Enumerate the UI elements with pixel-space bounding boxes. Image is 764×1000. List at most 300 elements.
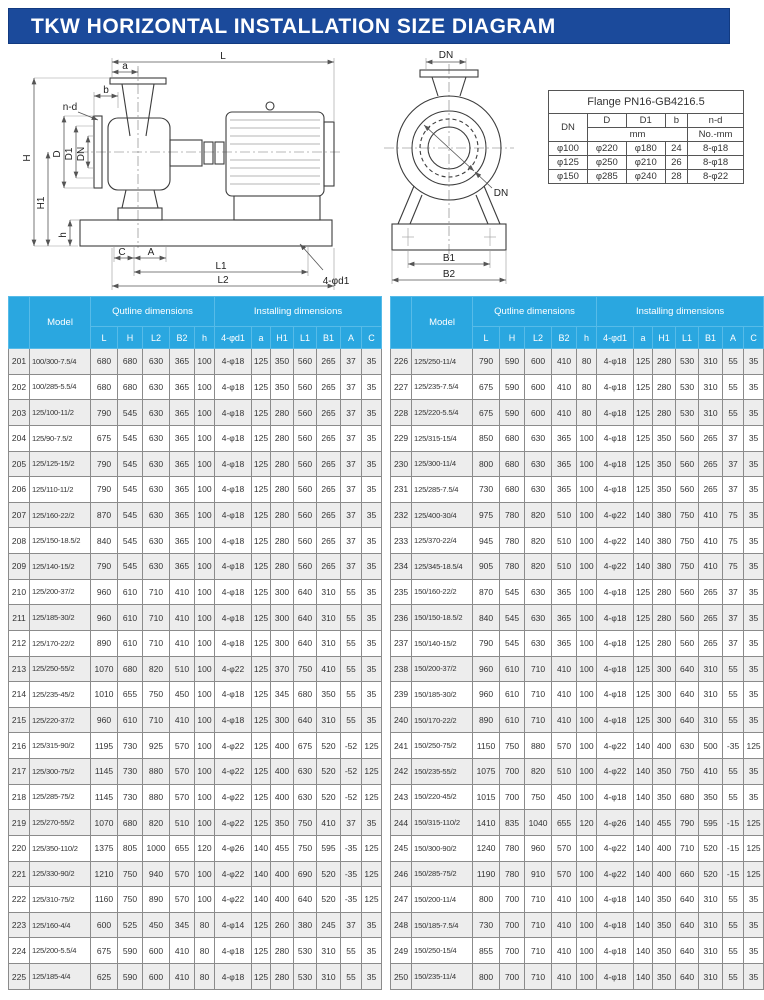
table-row <box>391 733 764 759</box>
col-H: H <box>118 327 143 349</box>
value-cell: 4-φ18 <box>215 938 252 964</box>
model-cell: 125/235-45/2 <box>30 682 91 708</box>
value-cell: 750 <box>294 810 317 836</box>
value-cell: 265 <box>317 400 341 426</box>
value-cell: 960 <box>473 656 500 682</box>
value-cell: 4-φ18 <box>597 425 634 451</box>
value-cell: 410 <box>317 656 341 682</box>
value-cell: 630 <box>143 374 170 400</box>
value-cell: 1375 <box>91 835 118 861</box>
value-cell: 35 <box>744 349 764 375</box>
col-L2: L2 <box>525 327 552 349</box>
model-cell: 150/235-55/2 <box>412 759 473 785</box>
value-cell: 100 <box>195 554 215 580</box>
value-cell: 780 <box>500 528 525 554</box>
value-cell: 300 <box>653 656 676 682</box>
model-cell: 125/370-22/4 <box>412 528 473 554</box>
value-cell: 35 <box>744 528 764 554</box>
value-cell: 125 <box>362 835 382 861</box>
value-cell: 520 <box>317 887 341 913</box>
value-cell: 310 <box>699 400 723 426</box>
row-number: 205 <box>9 451 30 477</box>
value-cell: 800 <box>473 964 500 990</box>
value-cell: 800 <box>473 887 500 913</box>
value-cell: 265 <box>699 451 723 477</box>
value-cell: 4-φ22 <box>215 861 252 887</box>
value-cell: 520 <box>317 733 341 759</box>
value-cell: 750 <box>676 759 699 785</box>
value-cell: 560 <box>676 451 699 477</box>
value-cell: 265 <box>699 477 723 503</box>
value-cell: 640 <box>676 887 699 913</box>
value-cell: 4-φ18 <box>215 554 252 580</box>
value-cell: 310 <box>699 682 723 708</box>
value-cell: 140 <box>634 938 653 964</box>
table-cell: φ220 <box>587 142 626 156</box>
value-cell: 310 <box>317 630 341 656</box>
table-row <box>391 656 764 682</box>
value-cell: 410 <box>552 707 577 733</box>
model-cell: 125/200-5.5/4 <box>30 938 91 964</box>
value-cell: 410 <box>170 938 195 964</box>
value-cell: 640 <box>676 707 699 733</box>
value-cell: 905 <box>473 554 500 580</box>
value-cell: 680 <box>118 656 143 682</box>
value-cell: 4-φ26 <box>597 810 634 836</box>
value-cell: 125 <box>252 451 271 477</box>
value-cell: 675 <box>91 938 118 964</box>
value-cell: 820 <box>525 528 552 554</box>
col-H1: H1 <box>653 327 676 349</box>
value-cell: 710 <box>525 964 552 990</box>
dim-label-a: a <box>122 61 128 72</box>
value-cell: 710 <box>525 912 552 938</box>
value-cell: 560 <box>676 425 699 451</box>
value-cell: 530 <box>294 964 317 990</box>
value-cell: 545 <box>118 554 143 580</box>
col-B2: B2 <box>170 327 195 349</box>
value-cell: 790 <box>91 451 118 477</box>
value-cell: 700 <box>500 912 525 938</box>
value-cell: 37 <box>723 425 744 451</box>
value-cell: 4-φ18 <box>215 451 252 477</box>
row-number: 215 <box>9 707 30 733</box>
value-cell: 410 <box>170 630 195 656</box>
value-cell: 37 <box>723 451 744 477</box>
value-cell: 455 <box>653 810 676 836</box>
value-cell: 545 <box>500 605 525 631</box>
value-cell: 100 <box>577 964 597 990</box>
value-cell: 4-φ18 <box>215 630 252 656</box>
value-cell: 630 <box>143 502 170 528</box>
model-cell: 150/250-75/2 <box>412 733 473 759</box>
value-cell: 4-φ18 <box>215 964 252 990</box>
col-B2: B2 <box>552 327 577 349</box>
value-cell: 37 <box>341 477 362 503</box>
model-cell: 125/285-7.5/4 <box>412 477 473 503</box>
dimension-table-left <box>8 296 382 990</box>
value-cell: 4-φ18 <box>597 656 634 682</box>
value-cell: 300 <box>271 707 294 733</box>
row-number: 250 <box>391 964 412 990</box>
value-cell: 545 <box>118 528 143 554</box>
table-row <box>9 707 382 733</box>
value-cell: 310 <box>699 938 723 964</box>
value-cell: 4-φ18 <box>597 579 634 605</box>
col-a: a <box>252 327 271 349</box>
value-cell: 790 <box>91 477 118 503</box>
outline-group-header: Qutline dimensions <box>91 297 215 327</box>
value-cell: 35 <box>362 451 382 477</box>
row-number: 239 <box>391 682 412 708</box>
value-cell: 750 <box>676 502 699 528</box>
value-cell: 55 <box>723 400 744 426</box>
model-cell: 150/315-110/2 <box>412 810 473 836</box>
table-cell: φ100 <box>549 142 588 156</box>
value-cell: 365 <box>170 528 195 554</box>
model-cell: 125/250-11/4 <box>412 349 473 375</box>
value-cell: 140 <box>634 733 653 759</box>
value-cell: 590 <box>500 400 525 426</box>
value-cell: 55 <box>341 579 362 605</box>
value-cell: 125 <box>252 759 271 785</box>
value-cell: 35 <box>744 682 764 708</box>
value-cell: 37 <box>341 912 362 938</box>
row-number: 204 <box>9 425 30 451</box>
value-cell: 530 <box>294 938 317 964</box>
value-cell: 510 <box>552 759 577 785</box>
value-cell: 570 <box>170 861 195 887</box>
value-cell: 280 <box>653 630 676 656</box>
value-cell: 125 <box>634 707 653 733</box>
table-row <box>9 374 382 400</box>
value-cell: 310 <box>699 887 723 913</box>
value-cell: 700 <box>500 887 525 913</box>
value-cell: 100 <box>195 810 215 836</box>
table-row <box>9 502 382 528</box>
value-cell: 35 <box>362 528 382 554</box>
row-number: 214 <box>9 682 30 708</box>
table-row <box>391 451 764 477</box>
value-cell: 265 <box>317 477 341 503</box>
value-cell: 570 <box>170 733 195 759</box>
value-cell: 280 <box>271 451 294 477</box>
value-cell: 710 <box>525 887 552 913</box>
value-cell: 350 <box>653 964 676 990</box>
flange-col-d: D <box>587 114 626 128</box>
value-cell: 790 <box>473 349 500 375</box>
value-cell: 630 <box>143 400 170 426</box>
value-cell: 265 <box>317 502 341 528</box>
value-cell: 630 <box>676 733 699 759</box>
value-cell: 680 <box>91 349 118 375</box>
dim-label-DN: DN <box>76 146 87 162</box>
value-cell: 870 <box>91 502 118 528</box>
row-number: 241 <box>391 733 412 759</box>
value-cell: 600 <box>525 400 552 426</box>
value-cell: 780 <box>500 502 525 528</box>
value-cell: 410 <box>170 964 195 990</box>
value-cell: 630 <box>143 425 170 451</box>
value-cell: 260 <box>271 912 294 938</box>
value-cell: 365 <box>552 605 577 631</box>
value-cell: 140 <box>634 964 653 990</box>
value-cell: 630 <box>143 349 170 375</box>
value-cell: 140 <box>252 861 271 887</box>
value-cell: 35 <box>744 938 764 964</box>
value-cell: 630 <box>143 451 170 477</box>
value-cell: 35 <box>744 451 764 477</box>
value-cell: 600 <box>91 912 118 938</box>
value-cell: 675 <box>91 425 118 451</box>
value-cell: 525 <box>118 912 143 938</box>
value-cell: 100 <box>577 938 597 964</box>
value-cell: 75 <box>723 502 744 528</box>
value-cell: 455 <box>271 835 294 861</box>
value-cell: 100 <box>195 349 215 375</box>
value-cell: 655 <box>118 682 143 708</box>
value-cell: 710 <box>525 682 552 708</box>
value-cell: 140 <box>634 784 653 810</box>
value-cell: 35 <box>744 656 764 682</box>
value-cell: 410 <box>699 528 723 554</box>
table-row <box>9 605 382 631</box>
value-cell: 37 <box>723 579 744 605</box>
value-cell: 960 <box>525 835 552 861</box>
value-cell: 400 <box>271 759 294 785</box>
row-number: 233 <box>391 528 412 554</box>
row-number: 223 <box>9 912 30 938</box>
col-L2: L2 <box>143 327 170 349</box>
table-row <box>391 938 764 964</box>
value-cell: 125 <box>744 810 764 836</box>
row-number: 201 <box>9 349 30 375</box>
row-number: 210 <box>9 579 30 605</box>
value-cell: 350 <box>271 810 294 836</box>
table-row <box>391 630 764 656</box>
row-number: 203 <box>9 400 30 426</box>
value-cell: 100 <box>195 682 215 708</box>
model-cell: 125/220-37/2 <box>30 707 91 733</box>
value-cell: 100 <box>577 887 597 913</box>
value-cell: 560 <box>294 528 317 554</box>
value-cell: 820 <box>143 656 170 682</box>
value-cell: 410 <box>552 887 577 913</box>
value-cell: 545 <box>118 451 143 477</box>
model-cell: 125/310-75/2 <box>30 887 91 913</box>
value-cell: 780 <box>500 835 525 861</box>
value-cell: 35 <box>744 912 764 938</box>
value-cell: 750 <box>676 554 699 580</box>
value-cell: 125 <box>634 630 653 656</box>
model-cell: 150/250-15/4 <box>412 938 473 964</box>
model-cell: 150/140-15/2 <box>412 630 473 656</box>
value-cell: 570 <box>170 887 195 913</box>
value-cell: 365 <box>552 630 577 656</box>
value-cell: 370 <box>271 656 294 682</box>
table-row <box>549 170 744 184</box>
value-cell: 4-φ14 <box>215 912 252 938</box>
value-cell: 365 <box>170 477 195 503</box>
value-cell: 4-φ18 <box>215 528 252 554</box>
value-cell: 265 <box>317 528 341 554</box>
value-cell: 365 <box>552 451 577 477</box>
model-cell: 125/150-18.5/2 <box>30 528 91 554</box>
value-cell: 655 <box>170 835 195 861</box>
value-cell: 100 <box>577 425 597 451</box>
row-number: 230 <box>391 451 412 477</box>
value-cell: 125 <box>252 938 271 964</box>
value-cell: 500 <box>699 733 723 759</box>
value-cell: 640 <box>294 887 317 913</box>
value-cell: 100 <box>577 759 597 785</box>
row-number: 242 <box>391 759 412 785</box>
value-cell: 125 <box>362 759 382 785</box>
value-cell: 35 <box>744 502 764 528</box>
value-cell: 100 <box>195 502 215 528</box>
value-cell: 630 <box>525 579 552 605</box>
table-row <box>391 861 764 887</box>
value-cell: 100 <box>195 451 215 477</box>
value-cell: 125 <box>252 579 271 605</box>
value-cell: 125 <box>252 374 271 400</box>
table-cell: 24 <box>665 142 687 156</box>
value-cell: 710 <box>143 707 170 733</box>
value-cell: 1040 <box>525 810 552 836</box>
value-cell: 4-φ18 <box>597 707 634 733</box>
row-number: 231 <box>391 477 412 503</box>
table-row <box>391 682 764 708</box>
value-cell: 350 <box>271 349 294 375</box>
value-cell: 590 <box>500 349 525 375</box>
value-cell: 630 <box>143 477 170 503</box>
value-cell: 750 <box>118 861 143 887</box>
value-cell: 55 <box>723 707 744 733</box>
model-header: Model <box>30 297 91 349</box>
value-cell: 410 <box>170 605 195 631</box>
dim-label-H1: H1 <box>36 196 47 210</box>
value-cell: 545 <box>500 630 525 656</box>
value-cell: 730 <box>473 477 500 503</box>
value-cell: 310 <box>699 707 723 733</box>
row-number: 246 <box>391 861 412 887</box>
value-cell: 4-φ18 <box>215 374 252 400</box>
value-cell: 125 <box>634 425 653 451</box>
value-cell: 365 <box>170 554 195 580</box>
model-cell: 125/270-55/2 <box>30 810 91 836</box>
model-cell: 125/285-75/2 <box>30 784 91 810</box>
table-row <box>9 579 382 605</box>
value-cell: 37 <box>723 605 744 631</box>
row-number: 225 <box>9 964 30 990</box>
value-cell: 55 <box>723 349 744 375</box>
value-cell: 100 <box>577 451 597 477</box>
value-cell: 4-φ18 <box>597 605 634 631</box>
value-cell: 100 <box>195 579 215 605</box>
table-row <box>9 810 382 836</box>
value-cell: 310 <box>317 964 341 990</box>
installing-group-header: Installing dimensions <box>215 297 382 327</box>
value-cell: 675 <box>473 374 500 400</box>
value-cell: 280 <box>271 528 294 554</box>
value-cell: 680 <box>294 682 317 708</box>
value-cell: 300 <box>271 579 294 605</box>
value-cell: 680 <box>118 349 143 375</box>
value-cell: 35 <box>744 400 764 426</box>
model-cell: 125/160-4/4 <box>30 912 91 938</box>
dim-label-D: D <box>52 150 63 158</box>
model-cell: 125/350-110/2 <box>30 835 91 861</box>
value-cell: 280 <box>653 349 676 375</box>
value-cell: 945 <box>473 528 500 554</box>
value-cell: 245 <box>317 912 341 938</box>
value-cell: 35 <box>744 374 764 400</box>
value-cell: 4-φ22 <box>215 656 252 682</box>
col-h: h <box>195 327 215 349</box>
value-cell: 100 <box>577 733 597 759</box>
table-row <box>9 554 382 580</box>
value-cell: 125 <box>634 477 653 503</box>
row-number: 220 <box>9 835 30 861</box>
value-cell: 610 <box>500 656 525 682</box>
value-cell: 4-φ18 <box>215 682 252 708</box>
value-cell: 100 <box>195 733 215 759</box>
value-cell: 35 <box>362 554 382 580</box>
dim-label-H: H <box>22 154 33 162</box>
value-cell: 35 <box>744 707 764 733</box>
value-cell: 595 <box>699 810 723 836</box>
value-cell: -35 <box>341 887 362 913</box>
value-cell: -35 <box>341 861 362 887</box>
value-cell: 55 <box>723 912 744 938</box>
value-cell: 400 <box>271 861 294 887</box>
dim-label-B1: B1 <box>442 253 456 264</box>
value-cell: 55 <box>723 784 744 810</box>
value-cell: 510 <box>170 656 195 682</box>
value-cell: 560 <box>294 374 317 400</box>
value-cell: 140 <box>634 887 653 913</box>
col-B1: B1 <box>317 327 341 349</box>
value-cell: 55 <box>723 374 744 400</box>
row-number: 224 <box>9 938 30 964</box>
value-cell: 125 <box>634 605 653 631</box>
value-cell: 100 <box>195 605 215 631</box>
value-cell: 510 <box>552 554 577 580</box>
value-cell: 345 <box>170 912 195 938</box>
model-cell: 125/170-22/2 <box>30 630 91 656</box>
row-number: 238 <box>391 656 412 682</box>
value-cell: 410 <box>699 502 723 528</box>
value-cell: 655 <box>552 810 577 836</box>
value-cell: 100 <box>195 887 215 913</box>
value-cell: 4-φ22 <box>215 784 252 810</box>
value-cell: 780 <box>500 861 525 887</box>
dim-label-C: C <box>118 247 126 258</box>
col-A: A <box>723 327 744 349</box>
value-cell: 300 <box>271 630 294 656</box>
value-cell: 310 <box>699 656 723 682</box>
flange-table <box>548 90 744 184</box>
flange-col-b: b <box>665 114 687 128</box>
value-cell: 55 <box>723 656 744 682</box>
value-cell: 37 <box>341 374 362 400</box>
value-cell: 125 <box>252 554 271 580</box>
value-cell: 570 <box>552 835 577 861</box>
value-cell: 310 <box>317 605 341 631</box>
value-cell: 125 <box>252 912 271 938</box>
value-cell: 855 <box>473 938 500 964</box>
value-cell: 730 <box>473 912 500 938</box>
